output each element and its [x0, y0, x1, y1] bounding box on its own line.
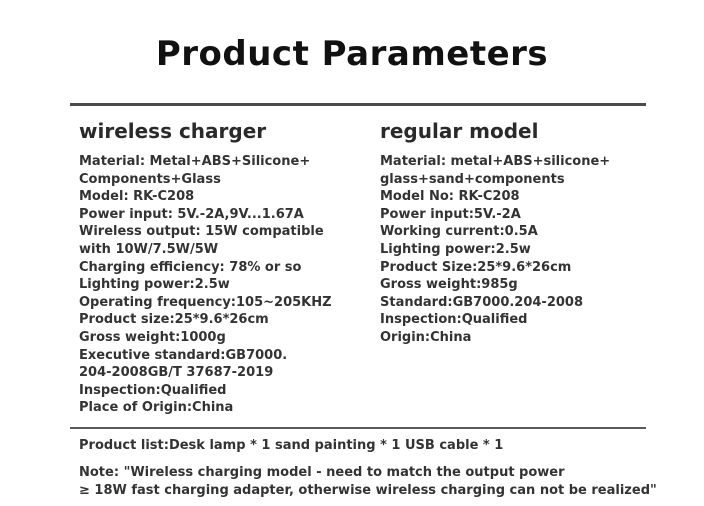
- spec-line: Executive standard:GB7000.: [79, 347, 288, 363]
- spec-line: Material: Metal+ABS+Silicone+: [79, 154, 311, 169]
- page-title: Product Parameters: [155, 34, 549, 74]
- spec-line: Operating frequency:105~205KHZ: [79, 294, 332, 310]
- spec-line: Material: metal+ABS+silicone+: [380, 154, 611, 169]
- regular-spec-list: [380, 153, 670, 347]
- spec-line: Components+Glass: [79, 171, 221, 187]
- regular-model-section: [380, 118, 670, 347]
- wireless-charger-heading: wireless charger: [79, 119, 267, 143]
- spec-line: Gross weight:1000g: [79, 329, 226, 345]
- spec-line: Lighting power:2.5w: [79, 277, 230, 293]
- spec-line: Wireless output: 15W compatible: [79, 224, 324, 240]
- spec-line: Origin:China: [380, 329, 472, 345]
- spec-line: Product size:25*9.6*26cm: [79, 312, 269, 328]
- wireless-spec-list: [79, 153, 369, 417]
- top-divider: [70, 103, 646, 106]
- product-list: Product list:Desk lamp * 1 sand painting * 1 USB cable * 1: [79, 438, 504, 453]
- spec-line: Working current:0.5A: [380, 224, 538, 240]
- wireless-charger-section: [79, 118, 369, 417]
- spec-line: Model No: RK-C208: [380, 189, 520, 205]
- spec-line: Gross weight:985g: [380, 277, 518, 293]
- spec-line: Standard:GB7000.204-2008: [380, 294, 584, 310]
- spec-line: glass+sand+components: [380, 171, 565, 187]
- spec-line: Product Size:25*9.6*26cm: [380, 259, 572, 275]
- regular-model-heading: regular model: [380, 119, 539, 143]
- spec-line: with 10W/7.5W/5W: [79, 241, 219, 257]
- spec-line: Lighting power:2.5w: [380, 241, 531, 257]
- spec-line: Inspection:Qualified: [380, 312, 528, 328]
- spec-line: Model: RK-C208: [79, 189, 195, 205]
- spec-line: Inspection:Qualified: [79, 382, 227, 398]
- bottom-divider: [70, 427, 646, 429]
- spec-line: Power input: 5V.-2A,9V...1.67A: [79, 206, 304, 222]
- note: [79, 464, 657, 500]
- spec-line: Place of Origin:China: [79, 400, 234, 416]
- spec-line: 204-2008GB/T 37687-2019: [79, 365, 274, 381]
- spec-line: Power input:5V.-2A: [380, 206, 521, 222]
- spec-line: Charging efficiency: 78% or so: [79, 259, 302, 275]
- note-line: Note: "Wireless charging model - need to match the output power: [79, 465, 565, 480]
- note-line: ≥ 18W fast charging adapter, otherwise wireless charging can not be realized": [79, 483, 657, 498]
